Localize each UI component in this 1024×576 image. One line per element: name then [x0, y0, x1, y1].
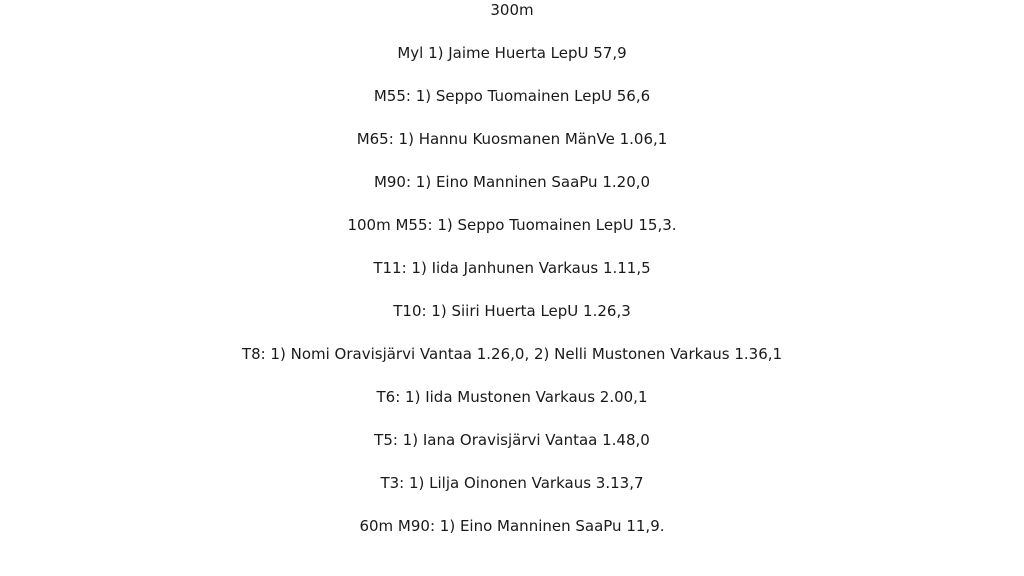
result-line: M55: 1) Seppo Tuomainen LepU 56,6 — [373, 87, 651, 105]
result-line: T11: 1) Iida Janhunen Varkaus 1.11,5 — [373, 259, 651, 277]
section-heading: 300m — [490, 1, 534, 19]
result-line: T8: 1) Nomi Oravisjärvi Vantaa 1.26,0, 2) Nelli Mustonen Varkaus 1.36,1 — [241, 345, 783, 363]
result-line: Myl 1) Jaime Huerta LepU 57,9 — [397, 44, 627, 62]
result-line: T5: 1) Iana Oravisjärvi Vantaa 1.48,0 — [374, 431, 650, 449]
result-line: T10: 1) Siiri Huerta LepU 1.26,3 — [393, 302, 631, 320]
result-line: 60m M90: 1) Eino Manninen SaaPu 11,9. — [359, 517, 665, 535]
result-line: T6: 1) Iida Mustonen Varkaus 2.00,1 — [376, 388, 648, 406]
result-line: M90: 1) Eino Manninen SaaPu 1.20,0 — [373, 173, 651, 191]
result-line: 100m M55: 1) Seppo Tuomainen LepU 15,3. — [347, 216, 677, 234]
result-line: M65: 1) Hannu Kuosmanen MänVe 1.06,1 — [356, 130, 668, 148]
result-line: T3: 1) Lilja Oinonen Varkaus 3.13,7 — [380, 474, 644, 492]
